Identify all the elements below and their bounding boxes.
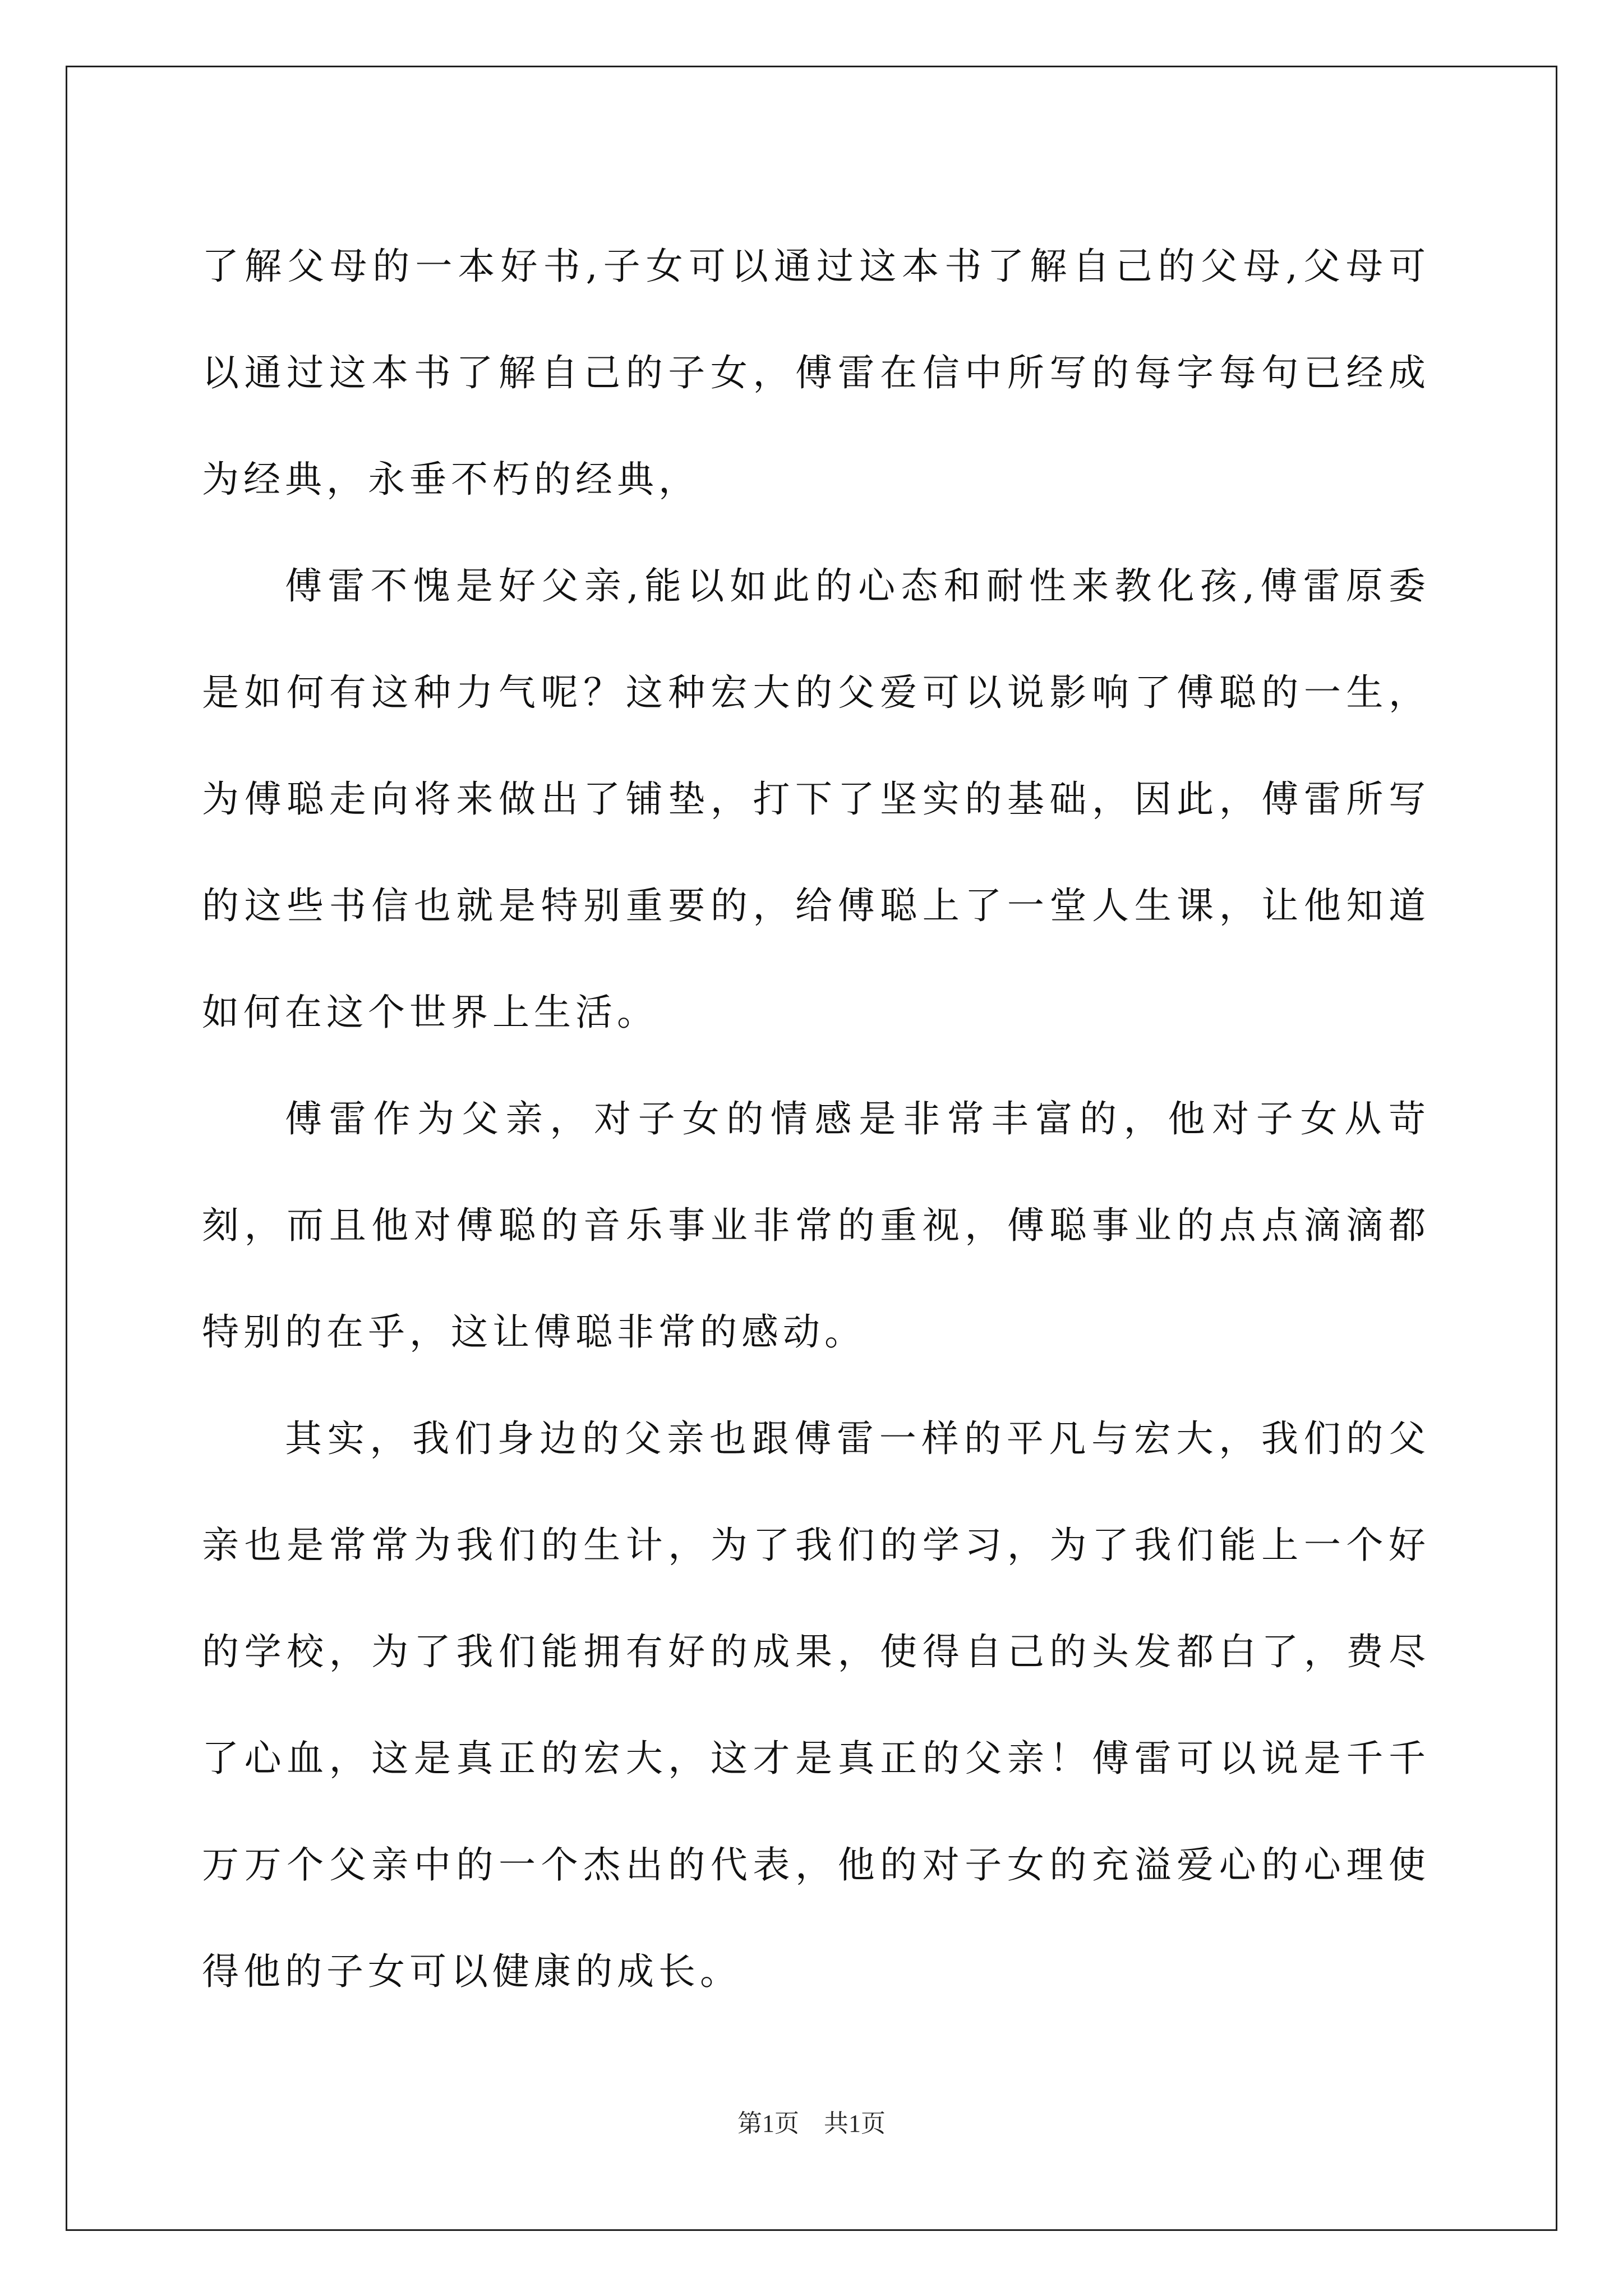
page-number-footer: 第1页 共1页 (737, 2110, 886, 2137)
paragraph-4: 其实，我们身边的父亲也跟傅雷一样的平凡与宏大，我们的父亲也是常常为我们的生计，为了我们的学习，为了我们能上一个好的学校，为了我们能拥有好的成果，使得自己的头发都白了，费尽了心血，这是真正的宏大，这才是真正的父亲！傅雷可以说是千千万万个父亲中的一个杰出的代表，他的对子女的充溢爱心的心理使得他的子女可以健康的成长。 (202, 1417, 1430, 1993)
paragraph-3: 傅雷作为父亲，对子女的情感是非常丰富的，他对子女从苛刻，而且他对傅聪的音乐事业非常的重视，傅聪事业的点点滴滴都特别的在乎，这让傅聪非常的感动。 (202, 1097, 1430, 1354)
document-body (202, 213, 1430, 2025)
paragraph-2: 傅雷不愧是好父亲,能以如此的心态和耐性来教化孩,傅雷原委是如何有这种力气呢？这种宏大的父爱可以说影响了傅聪的一生，为傅聪走向将来做出了铺垫，打下了坚实的基础，因此，傅雷所写的这些书信也就是特别重要的，给傅聪上了一堂人生课，让他知道如何在这个世界上生活。 (202, 564, 1430, 1034)
paragraph-1: 了解父母的一本好书,子女可以通过这本书了解自己的父母,父母可以通过这本书了解自己的子女，傅雷在信中所写的每字每句已经成为经典，永垂不朽的经典， (202, 245, 1430, 501)
